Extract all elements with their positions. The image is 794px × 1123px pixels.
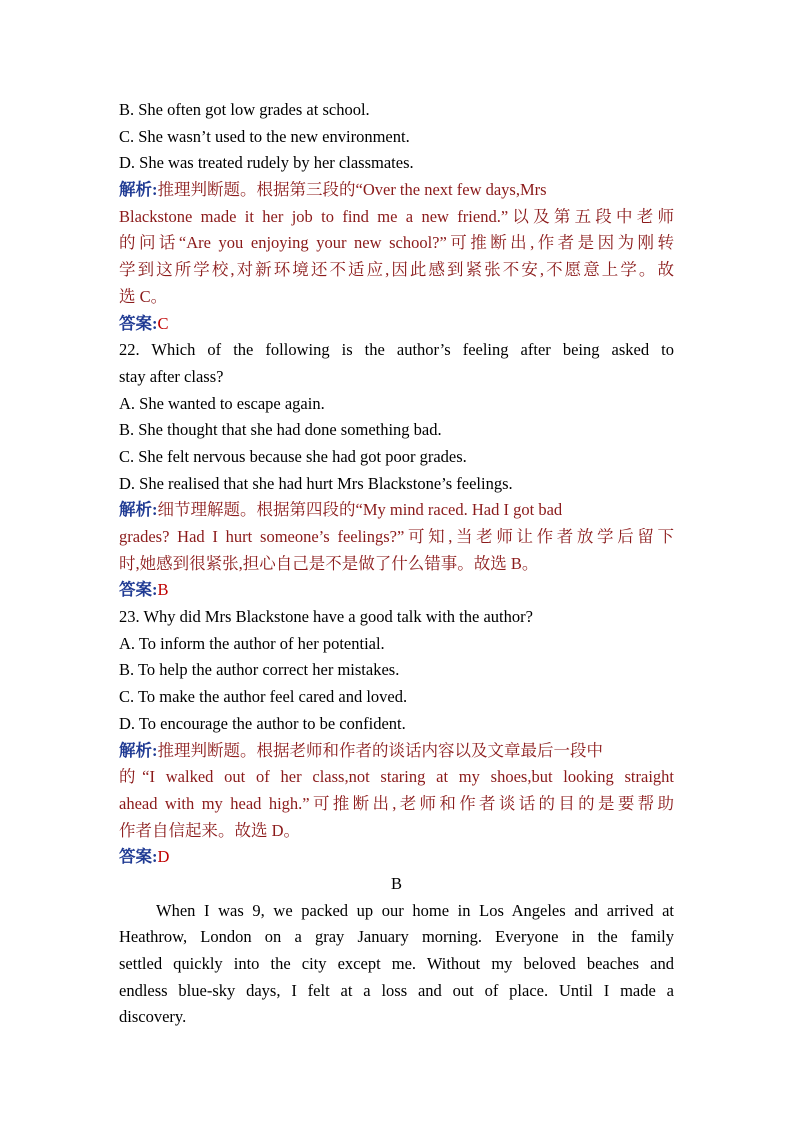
q23-analysis-line-1: 解析:推理判断题。根据老师和作者的谈话内容以及文章最后一段中 (119, 740, 603, 760)
q23-option-a: A. To inform the author of her potential. (119, 633, 385, 653)
q21-option-c: C. She wasn’t used to the new environment. (119, 126, 410, 146)
q21-analysis-line-2: Blackstone made it her job to find me a new friend.”以及第五段中老师 (119, 206, 674, 226)
q23-analysis-line-2: 的“I walked out of her class,not staring at my shoes,but looking straight (119, 767, 674, 787)
q23-answer (119, 844, 674, 871)
q21-analysis-line-4: 学到这所学校,对新环境还不适应,因此感到紧张不安,不愿意上学。故 (119, 260, 674, 280)
document-page (119, 97, 674, 1031)
q22-answer-label: 答案: (119, 580, 158, 600)
passage-line-5: discovery. (119, 1007, 187, 1027)
q23-analysis-label: 解析: (119, 740, 158, 760)
q23-analysis-line-3: ahead with my head high.”可推断出,老师和作者谈话的目的是要帮助 (119, 793, 674, 813)
q22-option-d: D. She realised that she had hurt Mrs Blackstone’s feelings. (119, 473, 513, 493)
passage-line-3: settled quickly into the city except me. Without my beloved beaches and (119, 954, 674, 973)
q21-answer-value: C (157, 313, 169, 333)
q22-stem-line-2: stay after class? (119, 366, 224, 386)
q22-option-b: B. She thought that she had done something bad. (119, 420, 442, 440)
q21-option-d: D. She was treated rudely by her classmates. (119, 153, 414, 173)
q22-answer-value: B (157, 580, 169, 600)
q21-answer (119, 311, 674, 338)
q21-option-b: B. She often got low grades at school. (119, 100, 370, 119)
q22-option-c: C. She felt nervous because she had got poor grades. (119, 446, 467, 466)
q23-option-b: B. To help the author correct her mistakes. (119, 660, 400, 680)
q21-analysis-line-3: 的问话“Are you enjoying your new school?”可推断出,作者是因为刚转 (119, 233, 674, 253)
q23-answer-value: D (157, 847, 170, 867)
q21-analysis-line-1: 解析:推理判断题。根据第三段的“Over the next few days,Mrs (119, 180, 547, 200)
q22-analysis-label: 解析: (119, 500, 158, 520)
q21-analysis-line-5: 选 C。 (119, 286, 168, 306)
q23-stem: 23. Why did Mrs Blackstone have a good talk with the author? (119, 607, 533, 627)
q23-analysis-line-4: 作者自信起来。故选 D。 (119, 820, 301, 840)
q22-stem-line-1: 22. Which of the following is the author’s feeling after being asked to (119, 340, 674, 360)
q23-option-c: C. To make the author feel cared and loved. (119, 687, 408, 707)
passage-line-1: When I was 9, we packed up our home in Los Angeles and arrived at (156, 900, 674, 920)
q22-answer (119, 577, 674, 604)
q22-analysis-line-1: 解析:细节理解题。根据第四段的“My mind raced. Had I got bad (119, 500, 563, 520)
q21-analysis-label: 解析: (119, 180, 158, 200)
q21-answer-label: 答案: (119, 313, 158, 333)
q22-analysis-line-3: 时,她感到很紧张,担心自己是不是做了什么错事。故选 B。 (119, 553, 539, 573)
q22-analysis-line-2: grades? Had I hurt someone’s feelings?”可知,当老师让作者放学后留下 (119, 527, 674, 546)
q23-answer-label: 答案: (119, 847, 158, 867)
passage-line-2: Heathrow, London on a gray January morning. Everyone in the family (119, 927, 674, 947)
section-b-heading: B (390, 873, 402, 893)
passage-line-4: endless blue-sky days, I felt at a loss and out of place. Until I made a (119, 980, 674, 1000)
q23-option-d: D. To encourage the author to be confident. (119, 713, 406, 733)
q22-option-a: A. She wanted to escape again. (119, 393, 325, 413)
